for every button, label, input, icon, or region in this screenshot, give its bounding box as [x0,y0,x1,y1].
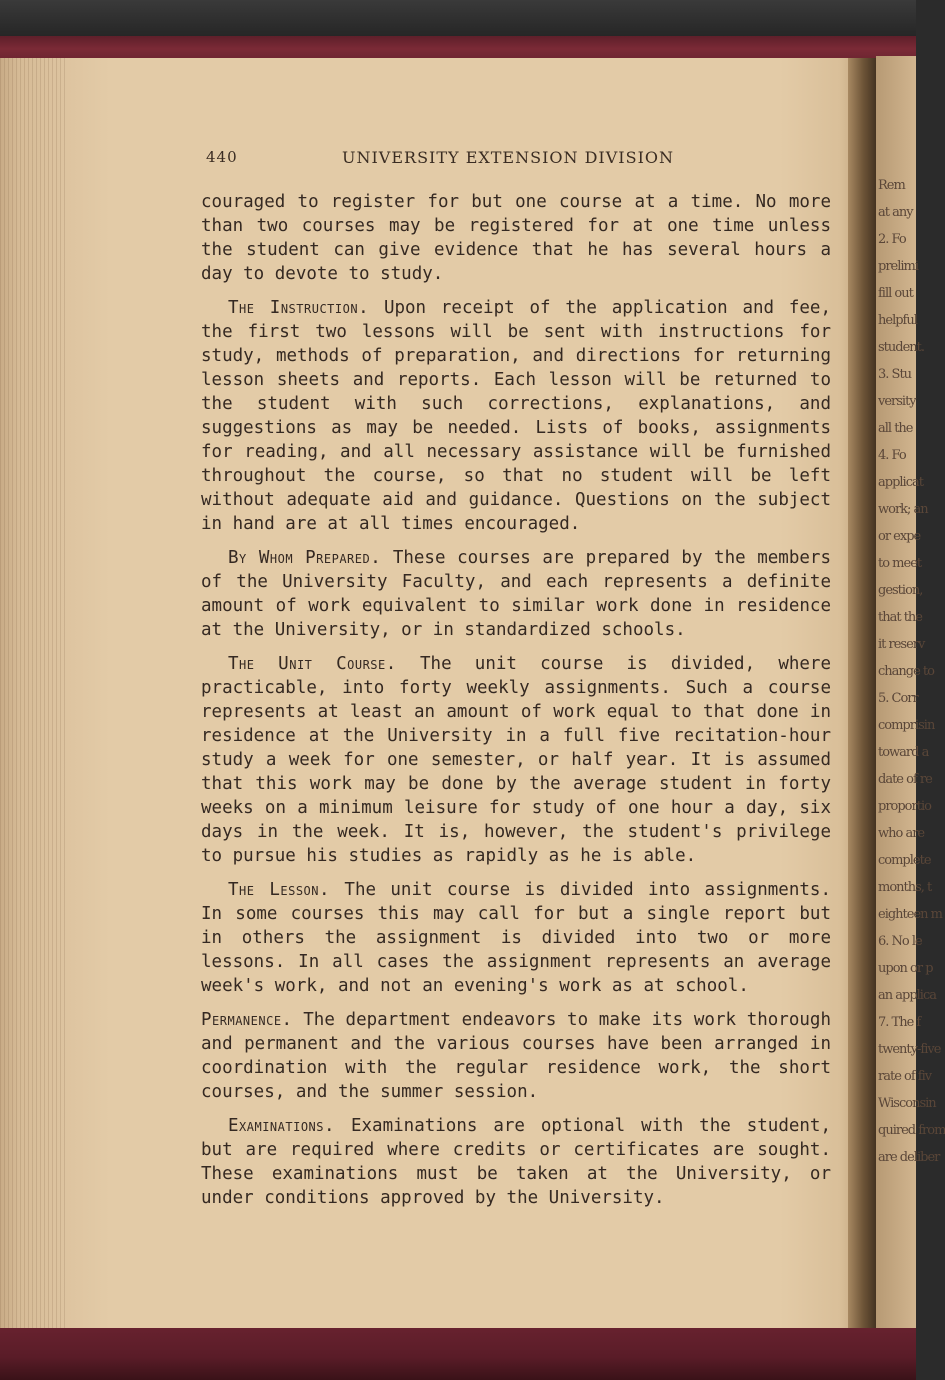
facing-page-line: proportio [878,799,931,814]
facing-page-line: 4. Fo [878,448,906,463]
facing-page-line: 5. Corr [878,691,918,706]
facing-page-line: at any [878,205,913,220]
paragraph-text: These courses are prepared by the members of the University Faculty, and each represents a definite amount of work equivalent to similar work done in residence at the University, or in standardized schools. [201,548,831,640]
paragraph [201,652,831,868]
paragraph-text: Upon receipt of the application and fee, the first two lessons will be sent with instructions for study, methods of preparation, and directions for returning lesson sheets and reports. Each lesson will be returned to the student with such corrections, explanations, and suggestions as may be needed. Lists of books, assignments for reading, and all necessary assistance will be furnished throughout the course, so that no student will be left without adequate aid and guidance. Questions on the subject in hand are at all times encouraged. [201,298,832,534]
facing-page-line: date of re [878,772,932,787]
facing-page-line: Rem [878,178,905,193]
paragraph [201,296,831,536]
page-number: 440 [206,148,238,166]
paragraph [201,546,831,642]
paragraph [201,1114,831,1210]
facing-page-line: months, t [878,880,932,895]
paragraph-heading: The Unit Course. [228,654,397,674]
facing-page-line: helpful [878,313,917,328]
page-stack-edges [0,58,68,1328]
paragraph-text: Examinations are optional with the student, but are required where credits or certificates are sought. These examinations must be taken at the University, or under conditions approved by the University. [201,1116,831,1208]
facing-page-line: that the [878,610,922,625]
facing-page-line: gestion, [878,583,923,598]
facing-page-line: prelimi [878,259,919,274]
facing-page-line: fill out [878,286,913,301]
facing-page-line: or expe [878,529,921,544]
facing-page-line: are deliber [878,1150,940,1165]
body-text [201,190,831,1220]
facing-page-line: 7. The f [878,1015,921,1030]
paragraph-heading: Permanence. [201,1010,293,1030]
facing-page-line: comprisin [878,718,935,733]
paragraph-text: The unit course is divided into assignments. In some courses this may call for but a single report but in others the assignment is divided into two or more lessons. In all cases the assignment represents an average week's work, and not an evening's work as at school. [201,880,831,996]
facing-page-line: 2. Fo [878,232,906,247]
facing-page-line: twenty-five [878,1042,941,1057]
facing-page-line: an applica [878,988,936,1003]
facing-page-line: all the [878,421,913,436]
facing-page-line: change to [878,664,934,679]
paragraph [201,1008,831,1104]
facing-page-line: toward a [878,745,929,760]
paragraph-heading: By Whom Prepared. [228,548,382,568]
facing-page-line: complete [878,853,931,868]
facing-page-line: it reserv [878,637,925,652]
facing-page-line: upon or p [878,961,933,976]
facing-page-line: student. [878,340,925,355]
paragraph-text: couraged to register for but one course at a time. No more than two courses may be registered for at one time unless the student can give evidence that he has several hours a day to devote to study. [201,192,831,284]
facing-page-line: quired from [878,1123,945,1138]
running-head: UNIVERSITY EXTENSION DIVISION [342,148,675,167]
facing-page-line: to meet [878,556,922,571]
facing-page-line: applicat [878,475,923,490]
paragraph [201,190,831,286]
book-cover-bottom-edge [0,1322,916,1380]
page-header [204,148,830,170]
paragraph-text: The department endeavors to make its work thorough and permanent and the various courses have been arranged in coordination with the regular residence work, the short courses, and the summer session. [201,1010,831,1102]
paragraph-text: The unit course is divided, where practicable, into forty weekly assignments. Such a course represents at least an amount of work equal to that done in residence at the University in a full five recitation-hour study a week for one semester, or half year. It is assumed that this work may be done by the average student in forty weeks on a minimum leisure for study of one hour a day, six days in the week. It is, however, the student's privilege to pursue his studies as rapidly as he is able. [201,654,831,866]
scanner-background-top [0,0,916,40]
facing-page-line: rate of fiv [878,1069,932,1084]
book-gutter [848,58,878,1328]
facing-page-line: eighteen m [878,907,942,922]
paragraph-heading: The Lesson. [228,880,331,900]
paragraph-heading: Examinations. [228,1116,336,1136]
facing-page-line: work; an [878,502,928,517]
facing-page-line: who are [878,826,925,841]
facing-page-line: 6. No le [878,934,922,949]
paragraph-heading: The Instruction. [228,298,370,318]
facing-page-fragment [876,56,945,1328]
facing-page-line: Wisconsin [878,1096,936,1111]
facing-page-line: versity [878,394,916,409]
paragraph [201,878,831,998]
facing-page-line: 3. Stu [878,367,912,382]
